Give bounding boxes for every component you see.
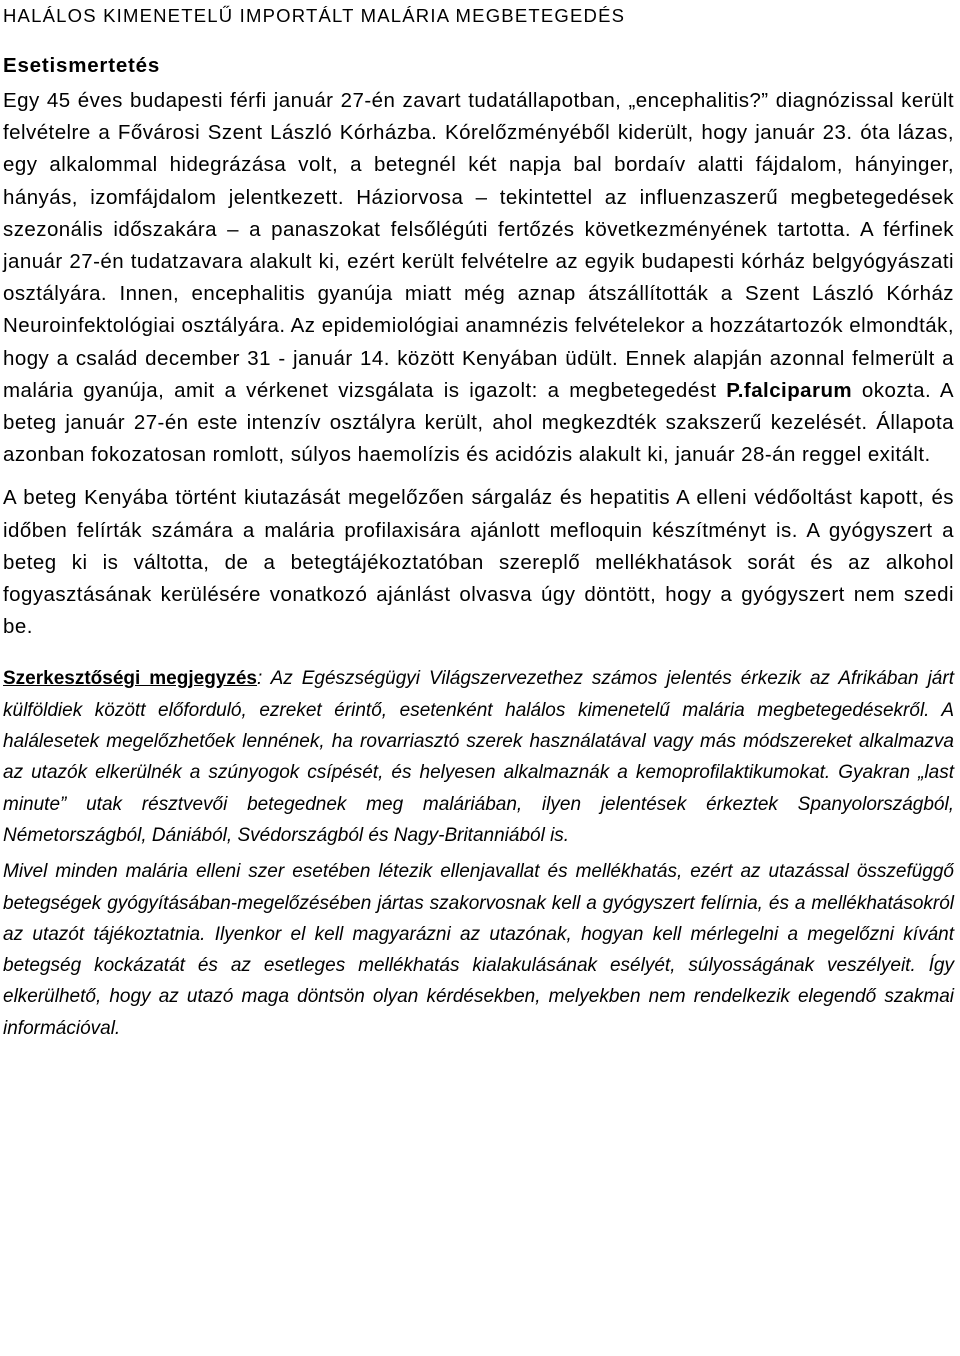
case-text-part-1: Egy 45 éves budapesti férfi január 27-én zavart tudatállapotban, „encephalitis?” diagnózissal került felvételre a Fővárosi Szent László Kórházba. Kórelőzményéből kiderült, hogy január 23. óta lázas, egy alkalommal hidegrázása volt, a betegnél két napja bal bordaív alatti fájdalom, hányinger, hányás, izomfájdalom jelentkezett. Háziorvosa – tekintettel az influenzaszerű megbetegedések szezonális időszakára – a panaszokat felsőlégúti fertőzés következményének tartotta. A férfinek január 27-én tudatzavara alakult ki, ezért került felvételre az egyik budapesti kórház belgyógyászati osztályára. Innen, encephalitis gyanúja miatt még aznap átszállították a Szent László Kórház Neuroinfektológiai osztályára. Az epidemiológiai anamnézis felvételekor a hozzátartozók elmondták, hogy a család december 31 - január 14. között Kenyában üdült. Ennek alapján azonnal felmerült a malária gyanúja, amit a vérkenet vizsgálata is igazolt: a megbetegedést [3, 89, 954, 402]
case-paragraph [3, 85, 954, 471]
document-page [3, 0, 954, 1044]
editorial-note-text: : Az Egészségügyi Világszervezethez számos jelentés érkezik az Afrikában járt külföldiek között előforduló, ezreket érintő, esetenként halálos kimenetelű malária megbetegedésekről. A halálesetek megelőzhetőek lennének, ha rovarriasztó szerek használatával vagy más módszereket alkalmazva az utazók elkerülnék a szúnyogok csípését, és helyesen alkalmaznák a kemoprofilaktikumokat. Gyakran „last minute” utak résztvevői betegednek meg maláriában, ilyen jelentések érkeztek Spanyolországból, Németországból, Dániából, Svédországból és Nagy-Britanniából is. [3, 668, 954, 846]
case-text-part-2: okozta. A beteg január 27-én este intenzív osztályra került, ahol megkezdték szakszerű kezelését. Állapota azonban fokozatosan romlott, súlyos haemolízis és acidózis alakult ki, január 28-án reggel exitált. [3, 378, 954, 467]
editorial-note-continued: Mivel minden malária elleni szer esetében létezik ellenjavallat és mellékhatás, ezért az utazással összefüggő betegségek gyógyításában-megelőzésében jártas szakorvosnak kell a gyógyszert felírnia, és a mellékhatásokról az utazót tájékoztatnia. Ilyenkor el kell magyarázni az utazónak, hogyan kell mérlegelni a megelőzni kívánt betegség kockázatát és az esetleges mellékhatás kialakulásának esélyét, súlyosságának veszélyeit. Így elkerülhető, hogy az utazó maga döntsön olyan kérdésekben, melyekben nem rendelkezik elegendő szakmai információval. [3, 861, 954, 1039]
document-title: HALÁLOS KIMENETELŰ IMPORTÁLT MALÁRIA MEGBETEGEDÉS [3, 5, 626, 26]
section-heading: Esetismertetés [3, 54, 161, 77]
editorial-note-label: Szerkesztőségi megjegyzés [3, 668, 257, 690]
pathogen-name: P.falciparum [726, 378, 853, 402]
prophylaxis-paragraph: A beteg Kenyába történt kiutazását megelőzően sárgaláz és hepatitis A elleni védőoltást kapott, és időben felírták számára a malária profilaxisára ajánlott mefloquin készítményt is. A gyógyszert a beteg ki is váltotta, de a betegtájékoztatóban szereplő mellékhatások sorát és az alkohol fogyasztásának kerülésére vonatkozó ajánlást olvasva úgy döntött, hogy a gyógyszert nem szedi be. [3, 486, 954, 639]
editorial-note [3, 663, 954, 851]
